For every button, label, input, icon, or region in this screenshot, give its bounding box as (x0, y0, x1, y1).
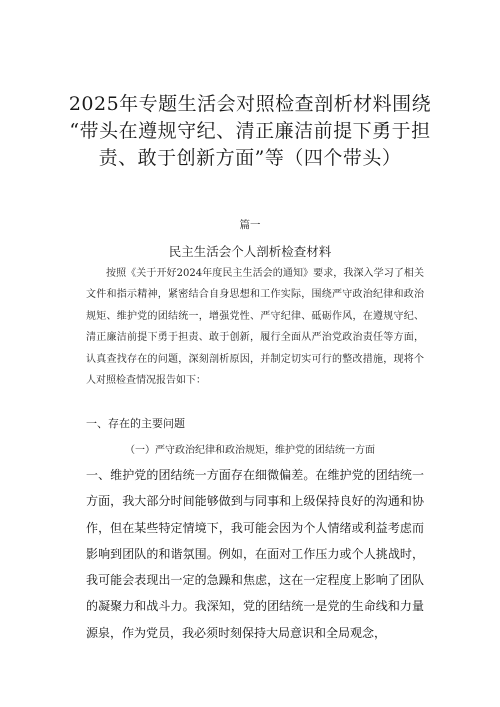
document-title-line-2: “带头在遵规守纪、清正廉洁前提下勇于担 (69, 120, 431, 142)
heading-main-problems: 一、存在的主要问题 (86, 417, 185, 430)
document-title-line-1: 2025年专题生活会对照检查剖析材料围绕 (68, 93, 432, 115)
body-paragraph: 一、维护党的团结统一方面存在细微偏差。在维护党的团结统一方面，我大部分时间能够做到与同事和上级保持良好的沟通和协作，但在某些特定情境下，我可能会因为个人情绪或利益考虑而影响到团队的和谐氛围。例如，在面对工作压力或个人挑战时，我可能会表现出一定的急躁和焦虑，这在一定程度上影响了团队的凝聚力和战斗力。我深知，党的团结统一是党的生命线和力量源泉，作为党员，我必须时刻保持大局意识和全局观念， (86, 468, 424, 640)
document-subtitle: 民主生活会个人剖析检查材料 (168, 244, 332, 259)
heading-political-discipline: （一）严守政治纪律和政治规矩，维护党的团结统一方面 (125, 445, 375, 456)
intro-paragraph: 按照《关于开好2024年度民主生活会的通知》要求，我深入学习了相关文件和指示精神，紧密结合自身思想和工作实际，围绕严守政治纪律和政治规矩、维护党的团结统一，增强党性、严守纪律、砥砺作风，在遵规守纪、清正廉洁前提下勇于担责、敢于创新，履行全面从严治党政治责任等方面，认真查找存在的问题，深刻剖析原因，并制定切实可行的整改措施，现将个人对照检查情况报告如下： (86, 268, 424, 387)
document-title-line-3: 责、敢于创新方面”等（四个带头） (98, 147, 402, 169)
section-label: 篇一 (239, 219, 261, 231)
